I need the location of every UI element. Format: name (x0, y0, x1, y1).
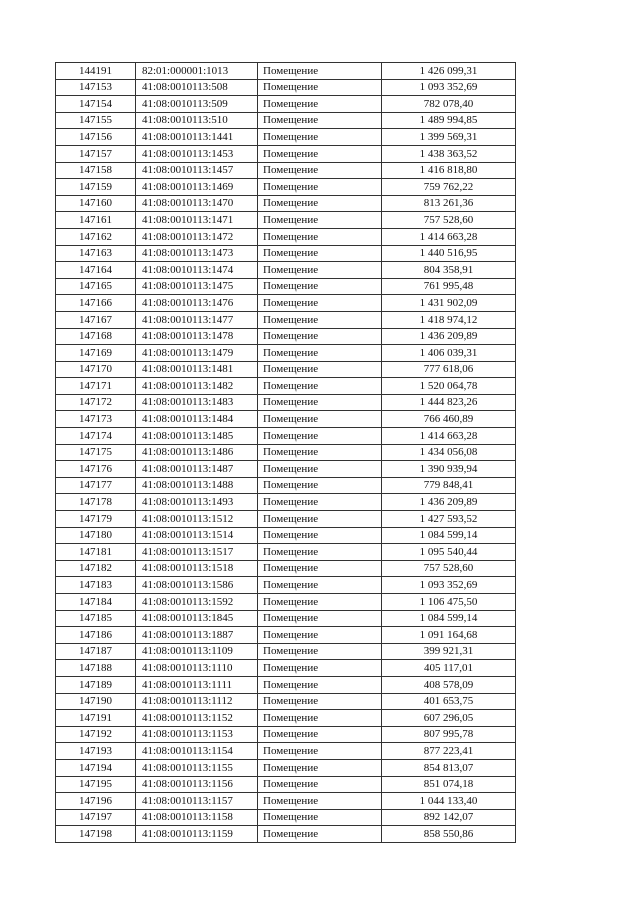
cadastral-value-cell: 807 995,78 (382, 726, 516, 743)
cadastral-number-cell: 41:08:0010113:1159 (136, 826, 258, 843)
cadastral-number-cell: 41:08:0010113:1479 (136, 345, 258, 362)
cadastral-value-cell: 1 444 823,26 (382, 394, 516, 411)
cadastral-value-cell: 804 358,91 (382, 262, 516, 279)
cadastral-value-cell: 1 093 352,69 (382, 577, 516, 594)
object-type-cell: Помещение (258, 328, 382, 345)
property-table-body (56, 63, 516, 843)
cadastral-value-cell: 782 078,40 (382, 96, 516, 113)
row-number-cell: 147194 (56, 759, 136, 776)
table-row (56, 278, 516, 295)
cadastral-number-cell: 41:08:0010113:1845 (136, 610, 258, 627)
cadastral-number-cell: 41:08:0010113:508 (136, 79, 258, 96)
table-row (56, 544, 516, 561)
cadastral-number-cell: 41:08:0010113:1471 (136, 212, 258, 229)
table-row (56, 311, 516, 328)
cadastral-number-cell: 41:08:0010113:1512 (136, 511, 258, 528)
table-row (56, 477, 516, 494)
cadastral-number-cell: 41:08:0010113:1486 (136, 444, 258, 461)
object-type-cell: Помещение (258, 577, 382, 594)
row-number-cell: 144191 (56, 63, 136, 80)
row-number-cell: 147160 (56, 195, 136, 212)
cadastral-number-cell: 41:08:0010113:1109 (136, 643, 258, 660)
table-row (56, 693, 516, 710)
object-type-cell: Помещение (258, 63, 382, 80)
cadastral-number-cell: 41:08:0010113:1157 (136, 793, 258, 810)
table-row (56, 627, 516, 644)
table-row (56, 145, 516, 162)
row-number-cell: 147184 (56, 594, 136, 611)
table-row (56, 726, 516, 743)
table-row (56, 162, 516, 179)
cadastral-number-cell: 41:08:0010113:1476 (136, 295, 258, 312)
table-row (56, 527, 516, 544)
cadastral-number-cell: 82:01:000001:1013 (136, 63, 258, 80)
cadastral-number-cell: 41:08:0010113:1483 (136, 394, 258, 411)
cadastral-number-cell: 41:08:0010113:1484 (136, 411, 258, 428)
table-row (56, 112, 516, 129)
cadastral-value-cell: 1 414 663,28 (382, 228, 516, 245)
cadastral-number-cell: 41:08:0010113:1153 (136, 726, 258, 743)
row-number-cell: 147162 (56, 228, 136, 245)
table-row (56, 295, 516, 312)
table-row (56, 676, 516, 693)
cadastral-value-cell: 401 653,75 (382, 693, 516, 710)
row-number-cell: 147182 (56, 560, 136, 577)
row-number-cell: 147189 (56, 676, 136, 693)
cadastral-number-cell: 41:08:0010113:510 (136, 112, 258, 129)
table-row (56, 511, 516, 528)
cadastral-number-cell: 41:08:0010113:1154 (136, 743, 258, 760)
cadastral-value-cell: 877 223,41 (382, 743, 516, 760)
object-type-cell: Помещение (258, 726, 382, 743)
object-type-cell: Помещение (258, 179, 382, 196)
table-row (56, 262, 516, 279)
object-type-cell: Помещение (258, 544, 382, 561)
cadastral-value-cell: 607 296,05 (382, 710, 516, 727)
row-number-cell: 147183 (56, 577, 136, 594)
table-row (56, 710, 516, 727)
cadastral-number-cell: 41:08:0010113:1482 (136, 378, 258, 395)
table-row (56, 610, 516, 627)
table-row (56, 776, 516, 793)
object-type-cell: Помещение (258, 793, 382, 810)
object-type-cell: Помещение (258, 96, 382, 113)
cadastral-number-cell: 41:08:0010113:1474 (136, 262, 258, 279)
cadastral-value-cell: 1 436 209,89 (382, 494, 516, 511)
cadastral-value-cell: 1 095 540,44 (382, 544, 516, 561)
row-number-cell: 147173 (56, 411, 136, 428)
cadastral-value-cell: 1 427 593,52 (382, 511, 516, 528)
object-type-cell: Помещение (258, 311, 382, 328)
cadastral-number-cell: 41:08:0010113:1488 (136, 477, 258, 494)
cadastral-value-cell: 1 440 516,95 (382, 245, 516, 262)
cadastral-value-cell: 1 434 056,08 (382, 444, 516, 461)
object-type-cell: Помещение (258, 627, 382, 644)
cadastral-number-cell: 41:08:0010113:1487 (136, 461, 258, 478)
table-row (56, 809, 516, 826)
row-number-cell: 147193 (56, 743, 136, 760)
object-type-cell: Помещение (258, 228, 382, 245)
cadastral-number-cell: 41:08:0010113:1156 (136, 776, 258, 793)
row-number-cell: 147187 (56, 643, 136, 660)
table-row (56, 195, 516, 212)
row-number-cell: 147167 (56, 311, 136, 328)
cadastral-value-cell: 1 044 133,40 (382, 793, 516, 810)
cadastral-value-cell: 759 762,22 (382, 179, 516, 196)
cadastral-number-cell: 41:08:0010113:1472 (136, 228, 258, 245)
cadastral-number-cell: 41:08:0010113:1469 (136, 179, 258, 196)
row-number-cell: 147155 (56, 112, 136, 129)
cadastral-number-cell: 41:08:0010113:1441 (136, 129, 258, 146)
row-number-cell: 147172 (56, 394, 136, 411)
cadastral-number-cell: 41:08:0010113:1517 (136, 544, 258, 561)
object-type-cell: Помещение (258, 212, 382, 229)
cadastral-number-cell: 41:08:0010113:1112 (136, 693, 258, 710)
row-number-cell: 147170 (56, 361, 136, 378)
table-row (56, 361, 516, 378)
object-type-cell: Помещение (258, 394, 382, 411)
row-number-cell: 147168 (56, 328, 136, 345)
cadastral-value-cell: 766 460,89 (382, 411, 516, 428)
object-type-cell: Помещение (258, 527, 382, 544)
object-type-cell: Помещение (258, 560, 382, 577)
object-type-cell: Помещение (258, 809, 382, 826)
cadastral-number-cell: 41:08:0010113:1470 (136, 195, 258, 212)
object-type-cell: Помещение (258, 262, 382, 279)
row-number-cell: 147153 (56, 79, 136, 96)
cadastral-number-cell: 41:08:0010113:1493 (136, 494, 258, 511)
object-type-cell: Помещение (258, 345, 382, 362)
object-type-cell: Помещение (258, 759, 382, 776)
row-number-cell: 147177 (56, 477, 136, 494)
cadastral-number-cell: 41:08:0010113:1457 (136, 162, 258, 179)
cadastral-value-cell: 777 618,06 (382, 361, 516, 378)
cadastral-value-cell: 761 995,48 (382, 278, 516, 295)
table-row (56, 96, 516, 113)
cadastral-number-cell: 41:08:0010113:1887 (136, 627, 258, 644)
object-type-cell: Помещение (258, 461, 382, 478)
object-type-cell: Помещение (258, 511, 382, 528)
cadastral-value-cell: 1 106 475,50 (382, 594, 516, 611)
object-type-cell: Помещение (258, 295, 382, 312)
row-number-cell: 147158 (56, 162, 136, 179)
object-type-cell: Помещение (258, 195, 382, 212)
cadastral-value-cell: 1 438 363,52 (382, 145, 516, 162)
object-type-cell: Помещение (258, 378, 382, 395)
cadastral-value-cell: 757 528,60 (382, 560, 516, 577)
cadastral-value-cell: 892 142,07 (382, 809, 516, 826)
row-number-cell: 147195 (56, 776, 136, 793)
cadastral-value-cell: 408 578,09 (382, 676, 516, 693)
cadastral-value-cell: 813 261,36 (382, 195, 516, 212)
cadastral-number-cell: 41:08:0010113:1155 (136, 759, 258, 776)
row-number-cell: 147163 (56, 245, 136, 262)
table-row (56, 577, 516, 594)
cadastral-value-cell: 1 414 663,28 (382, 428, 516, 445)
row-number-cell: 147192 (56, 726, 136, 743)
cadastral-number-cell: 41:08:0010113:1111 (136, 676, 258, 693)
object-type-cell: Помещение (258, 676, 382, 693)
row-number-cell: 147175 (56, 444, 136, 461)
row-number-cell: 147159 (56, 179, 136, 196)
cadastral-number-cell: 41:08:0010113:1586 (136, 577, 258, 594)
row-number-cell: 147171 (56, 378, 136, 395)
table-row (56, 743, 516, 760)
object-type-cell: Помещение (258, 643, 382, 660)
cadastral-number-cell: 41:08:0010113:1518 (136, 560, 258, 577)
cadastral-value-cell: 858 550,86 (382, 826, 516, 843)
table-row (56, 245, 516, 262)
row-number-cell: 147164 (56, 262, 136, 279)
row-number-cell: 147178 (56, 494, 136, 511)
table-row (56, 228, 516, 245)
object-type-cell: Помещение (258, 494, 382, 511)
object-type-cell: Помещение (258, 278, 382, 295)
cadastral-number-cell: 41:08:0010113:1152 (136, 710, 258, 727)
row-number-cell: 147169 (56, 345, 136, 362)
row-number-cell: 147174 (56, 428, 136, 445)
table-row (56, 826, 516, 843)
cadastral-value-cell: 1 084 599,14 (382, 610, 516, 627)
object-type-cell: Помещение (258, 245, 382, 262)
object-type-cell: Помещение (258, 776, 382, 793)
cadastral-value-cell: 779 848,41 (382, 477, 516, 494)
table-row (56, 560, 516, 577)
cadastral-number-cell: 41:08:0010113:1475 (136, 278, 258, 295)
table-row (56, 212, 516, 229)
row-number-cell: 147196 (56, 793, 136, 810)
row-number-cell: 147176 (56, 461, 136, 478)
object-type-cell: Помещение (258, 79, 382, 96)
object-type-cell: Помещение (258, 361, 382, 378)
cadastral-value-cell: 757 528,60 (382, 212, 516, 229)
row-number-cell: 147191 (56, 710, 136, 727)
cadastral-number-cell: 41:08:0010113:1485 (136, 428, 258, 445)
object-type-cell: Помещение (258, 693, 382, 710)
cadastral-value-cell: 1 406 039,31 (382, 345, 516, 362)
object-type-cell: Помещение (258, 162, 382, 179)
table-row (56, 793, 516, 810)
cadastral-number-cell: 41:08:0010113:1481 (136, 361, 258, 378)
table-row (56, 328, 516, 345)
table-row (56, 461, 516, 478)
object-type-cell: Помещение (258, 594, 382, 611)
table-row (56, 660, 516, 677)
object-type-cell: Помещение (258, 660, 382, 677)
cadastral-value-cell: 1 084 599,14 (382, 527, 516, 544)
object-type-cell: Помещение (258, 428, 382, 445)
cadastral-value-cell: 1 091 164,68 (382, 627, 516, 644)
object-type-cell: Помещение (258, 129, 382, 146)
table-row (56, 494, 516, 511)
object-type-cell: Помещение (258, 477, 382, 494)
table-row (56, 129, 516, 146)
cadastral-number-cell: 41:08:0010113:1514 (136, 527, 258, 544)
cadastral-value-cell: 1 426 099,31 (382, 63, 516, 80)
table-row (56, 378, 516, 395)
table-row (56, 179, 516, 196)
cadastral-number-cell: 41:08:0010113:1110 (136, 660, 258, 677)
table-row (56, 63, 516, 80)
cadastral-value-cell: 1 436 209,89 (382, 328, 516, 345)
object-type-cell: Помещение (258, 112, 382, 129)
row-number-cell: 147188 (56, 660, 136, 677)
cadastral-number-cell: 41:08:0010113:1478 (136, 328, 258, 345)
cadastral-value-cell: 854 813,07 (382, 759, 516, 776)
row-number-cell: 147180 (56, 527, 136, 544)
cadastral-value-cell: 851 074,18 (382, 776, 516, 793)
cadastral-number-cell: 41:08:0010113:1453 (136, 145, 258, 162)
cadastral-value-cell: 1 418 974,12 (382, 311, 516, 328)
object-type-cell: Помещение (258, 710, 382, 727)
object-type-cell: Помещение (258, 610, 382, 627)
object-type-cell: Помещение (258, 444, 382, 461)
row-number-cell: 147185 (56, 610, 136, 627)
cadastral-number-cell: 41:08:0010113:509 (136, 96, 258, 113)
cadastral-value-cell: 405 117,01 (382, 660, 516, 677)
row-number-cell: 147179 (56, 511, 136, 528)
table-row (56, 428, 516, 445)
row-number-cell: 147197 (56, 809, 136, 826)
row-number-cell: 147156 (56, 129, 136, 146)
object-type-cell: Помещение (258, 743, 382, 760)
cadastral-number-cell: 41:08:0010113:1158 (136, 809, 258, 826)
table-row (56, 594, 516, 611)
cadastral-value-cell: 1 520 064,78 (382, 378, 516, 395)
row-number-cell: 147165 (56, 278, 136, 295)
cadastral-value-cell: 1 390 939,94 (382, 461, 516, 478)
cadastral-number-cell: 41:08:0010113:1477 (136, 311, 258, 328)
row-number-cell: 147154 (56, 96, 136, 113)
row-number-cell: 147190 (56, 693, 136, 710)
row-number-cell: 147198 (56, 826, 136, 843)
row-number-cell: 147161 (56, 212, 136, 229)
object-type-cell: Помещение (258, 411, 382, 428)
object-type-cell: Помещение (258, 145, 382, 162)
cadastral-value-cell: 1 399 569,31 (382, 129, 516, 146)
cadastral-value-cell: 1 093 352,69 (382, 79, 516, 96)
row-number-cell: 147186 (56, 627, 136, 644)
table-row (56, 394, 516, 411)
table-row (56, 759, 516, 776)
table-row (56, 444, 516, 461)
table-row (56, 643, 516, 660)
row-number-cell: 147181 (56, 544, 136, 561)
table-row (56, 411, 516, 428)
cadastral-number-cell: 41:08:0010113:1473 (136, 245, 258, 262)
table-row (56, 345, 516, 362)
cadastral-value-cell: 1 489 994,85 (382, 112, 516, 129)
table-row (56, 79, 516, 96)
cadastral-value-cell: 1 431 902,09 (382, 295, 516, 312)
property-table (55, 62, 516, 843)
cadastral-number-cell: 41:08:0010113:1592 (136, 594, 258, 611)
row-number-cell: 147166 (56, 295, 136, 312)
row-number-cell: 147157 (56, 145, 136, 162)
object-type-cell: Помещение (258, 826, 382, 843)
cadastral-value-cell: 1 416 818,80 (382, 162, 516, 179)
cadastral-value-cell: 399 921,31 (382, 643, 516, 660)
